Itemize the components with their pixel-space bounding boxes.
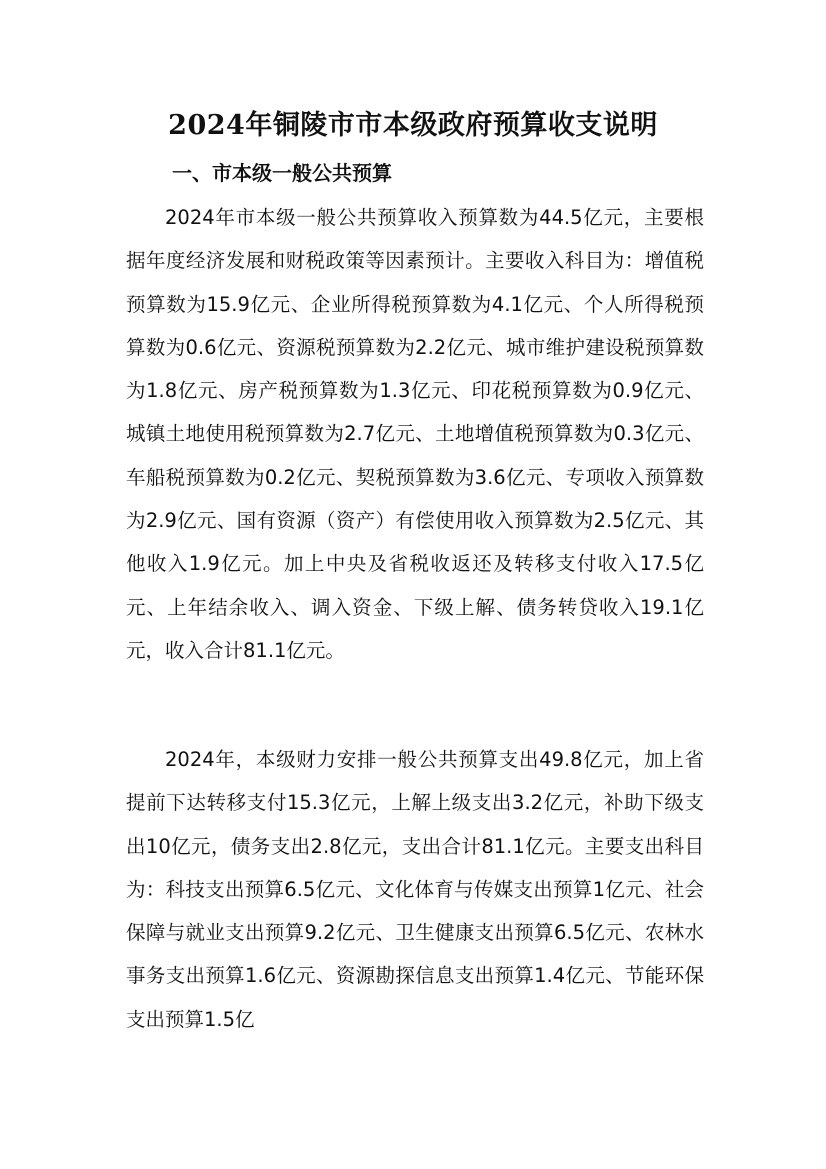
section-heading: 一、市本级一般公共预算 — [172, 161, 392, 185]
paragraph-revenue: 2024年市本级一般公共预算收入预算数为44.5亿元，主要根据年度经济发展和财税政策等因素预计。主要收入科目为：增值税预算数为15.9亿元、企业所得税预算数为4.1亿元、个人所得税预算数为0.6亿元、资源税预算数为2.2亿元、城市维护建设税预算数为1.8亿元、房产税预算数为1.3亿元、印花税预算数为0.9亿元、城镇土地使用税预算数为2.7亿元、土地增值税预算数为0.3亿元、车船税预算数为0.2亿元、契税预算数为3.6亿元、专项收入预算数为2.9亿元、国有资源（资产）有偿使用收入预算数为2.5亿元、其他收入1.9亿元。加上中央及省税收返还及转移支付收入17.5亿元、上年结余收入、调入资金、下级上解、债务转贷收入19.1亿元，收入合计81.1亿元。 — [126, 206, 704, 662]
document-title: 2024年铜陵市市本级政府预算收支说明 — [168, 110, 658, 141]
paragraph-expenditure: 2024年，本级财力安排一般公共预算支出49.8亿元，加上省提前下达转移支付15.3亿元，上解上级支出3.2亿元，补助下级支出10亿元，债务支出2.8亿元，支出合计81.1亿元。主要支出科目为：科技支出预算6.5亿元、文化体育与传媒支出预算1亿元、社会保障与就业支出预算9.2亿元、卫生健康支出预算6.5亿元、农林水事务支出预算1.6亿元、资源勘探信息支出预算1.4亿元、节能环保支出预算1.5亿 — [126, 748, 704, 1031]
